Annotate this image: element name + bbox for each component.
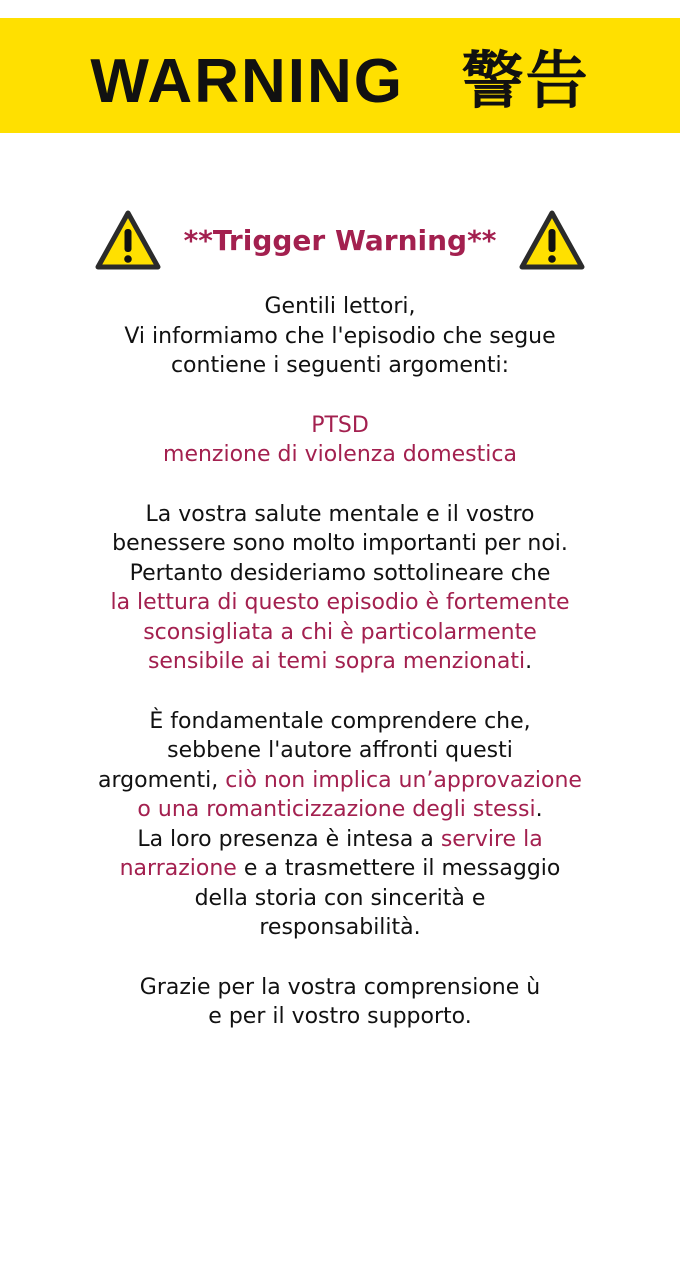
- highlight-text: o una romanticizzazione degli stessi: [137, 797, 536, 822]
- paragraph-line: Pertanto desideriamo sottolineare che: [129, 560, 551, 586]
- paragraph-line: [0, 766, 680, 796]
- trigger-warning-heading-row: [0, 205, 680, 275]
- paragraph-line: [0, 795, 680, 825]
- closing-line: e per il vostro supporto.: [208, 1004, 472, 1029]
- highlight-text: servire la: [440, 826, 543, 852]
- highlight-line: sconsigliata a chi è particolarmente: [143, 619, 537, 645]
- paragraph-line: responsabilità.: [259, 915, 421, 940]
- greeting-line: Vi informiamo che l'episodio che segue: [124, 323, 556, 349]
- closing-paragraph: [0, 973, 680, 1032]
- plain-text: argomenti,: [98, 767, 226, 793]
- topic-item: PTSD: [311, 412, 369, 438]
- highlight-text: sensibile ai temi sopra menzionati: [147, 649, 526, 674]
- paragraph-line: sebbene l'autore affronti questi: [167, 738, 513, 763]
- punctuation: .: [535, 797, 543, 822]
- topics-list: [0, 411, 680, 470]
- paragraph-line: della storia con sincerità e: [194, 885, 486, 911]
- highlight-text: ciò non implica un’approvazione: [225, 767, 582, 793]
- greeting-line: Gentili lettori,: [264, 294, 416, 319]
- topic-item: menzione di violenza domestica: [163, 442, 517, 467]
- paragraph-line: [0, 854, 680, 884]
- trigger-warning-title: **Trigger Warning**: [183, 223, 497, 257]
- greeting-paragraph: [0, 292, 680, 381]
- warning-triangle-icon: [518, 209, 586, 271]
- highlight-line: la lettura di questo episodio è fortemente: [110, 590, 570, 615]
- mental-health-paragraph: [0, 500, 680, 677]
- disclaimer-paragraph: [0, 707, 680, 943]
- warning-triangle-icon: [94, 209, 162, 271]
- closing-line: Grazie per la vostra comprensione ù: [139, 974, 541, 1000]
- paragraph-line: È fondamentale comprendere che,: [149, 708, 531, 734]
- banner-title: WARNING 警告: [90, 47, 590, 116]
- plain-text: e a trasmettere il messaggio: [236, 856, 561, 881]
- paragraph-line: [0, 647, 680, 677]
- highlight-text: narrazione: [119, 856, 237, 881]
- greeting-line: contiene i seguenti argomenti:: [170, 353, 510, 378]
- paragraph-line: benessere sono molto importanti per noi.: [112, 531, 568, 556]
- punctuation: .: [525, 649, 533, 674]
- warning-message: [0, 292, 680, 1062]
- paragraph-line: La vostra salute mentale e il vostro: [145, 501, 535, 527]
- plain-text: La loro presenza è intesa a: [137, 826, 441, 852]
- paragraph-line: [0, 825, 680, 855]
- warning-banner: [0, 18, 680, 133]
